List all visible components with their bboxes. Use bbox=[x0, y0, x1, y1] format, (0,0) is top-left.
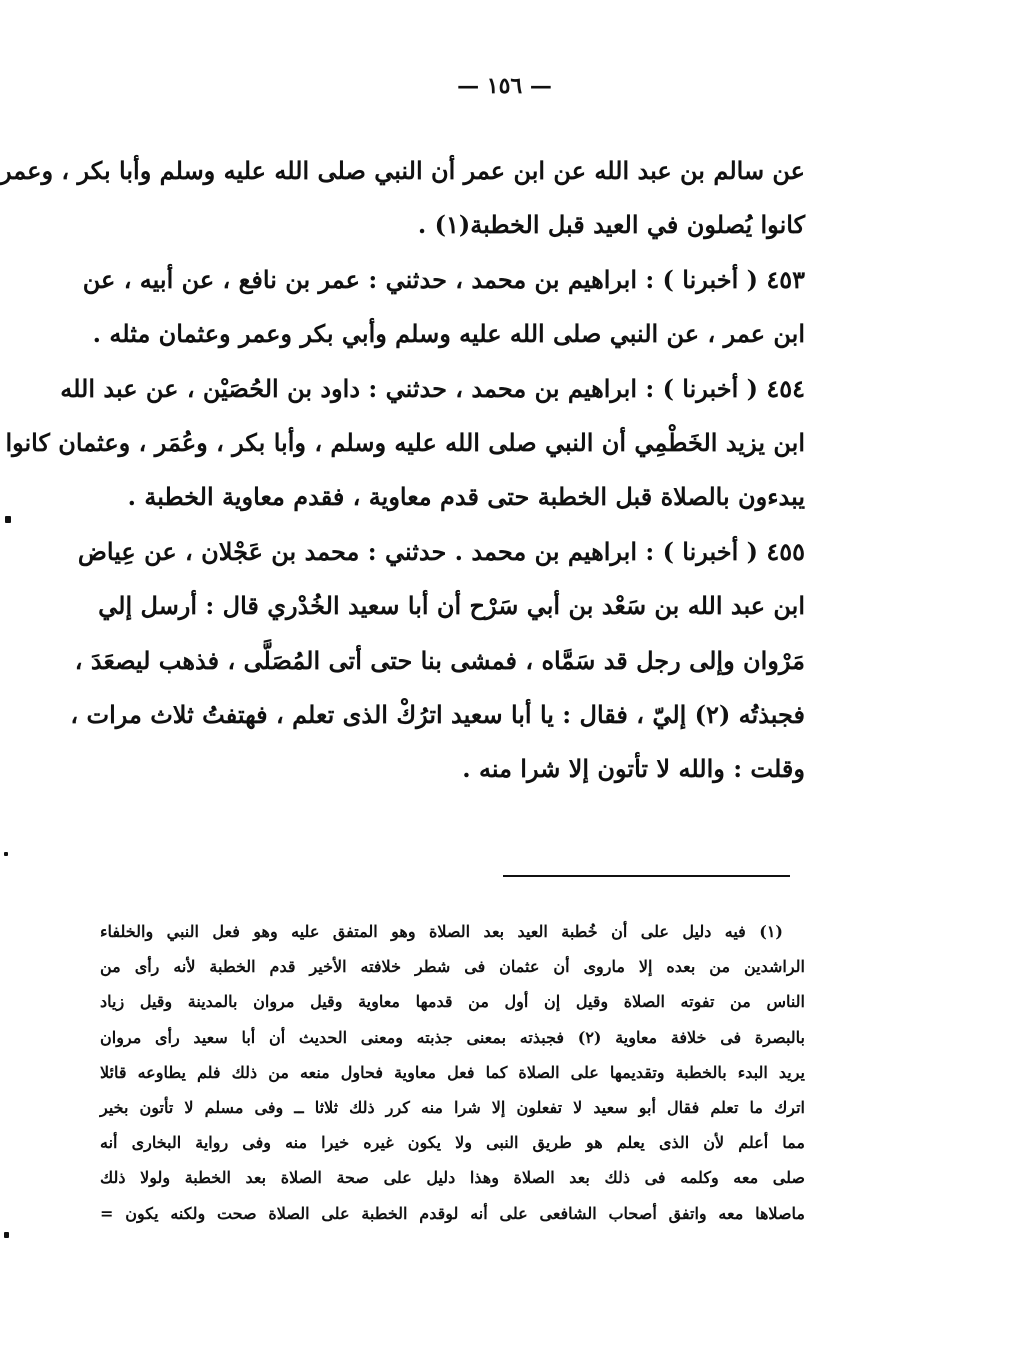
footnote-line: ماصلاها معه واتفق أصحاب الشافعى على أنه لوقدم الخطبة على الصلاة صحت ولكنه يكون = bbox=[100, 1203, 805, 1223]
text-line: مَرْوان وإلى رجل قد سَمَّاه ، فمشى بنا حتى أتى المُصَلَّى ، فذهب ليصعَدَ ، bbox=[74, 645, 805, 675]
scan-speck bbox=[5, 516, 11, 523]
footnote-line: (١) فيه دليل على أن خُطبة العيد بعد الصلاة وهو المتفق عليه وهو فعل النبي والخلفاء bbox=[100, 922, 783, 941]
text-line: ابن عبد الله بن سَعْد بن أبي سَرْح أن أبا سعيد الخُدْري قال : أرسل إلي bbox=[98, 591, 805, 621]
text-line: ابن يزيد الخَطْمِي أن النبي صلى الله عليه وسلم ، وأبا بكر ، وعُمَر ، وعثمان كانوا bbox=[5, 427, 805, 457]
text-line: وقلت : والله لا تأتون إلا شرا منه . bbox=[462, 754, 805, 784]
footnote-line: الراشدين من بعده إلا ماروى أن عثمان فى شطر خلافته الأخير قدم الخطبة لأنه رأى من bbox=[100, 957, 805, 977]
hadith-453-line: ٤٥٣ ( أخبرنا ) : ابراهيم بن محمد ، حدثني : عمر بن نافع ، عن أبيه ، عن bbox=[82, 264, 805, 294]
main-text bbox=[0, 144, 805, 797]
footnote-line: يريد البدء بالخطبة وتقديمها على الصلاة كما فعل معاوية فحاول منعه من ذلك فلم يطاوعه قائلا bbox=[100, 1062, 805, 1082]
footnote-line: بالبصرة فى خلافة معاوية (٢) فجبذته بمعنى جذبته ومعنى الحديث أن أبا سعيد رأى مروان bbox=[100, 1027, 806, 1047]
text-line: كانوا يُصلون في العيد قبل الخطبة(١) . bbox=[417, 210, 805, 240]
text-line: فجبذتُه (٢) إليّ ، فقال : يا أبا سعيد اترُكْ الذى تعلم ، فهتفتُ ثلاث مرات ، bbox=[70, 699, 805, 729]
footnotes bbox=[100, 914, 805, 1231]
scan-speck bbox=[4, 852, 8, 856]
text-line: يبدءون بالصلاة قبل الخطبة حتى قدم معاوية ، فقدم معاوية الخطبة . bbox=[127, 482, 805, 512]
footnote-line: مما أعلم لأن الذى يعلم هو طريق النبى ولا يكون غيره خيرا منه وفى رواية البخارى أنه bbox=[100, 1133, 805, 1153]
footnote-separator bbox=[503, 875, 790, 877]
footnote-line: الناس من تفوته الصلاة وقيل إن أول من قدمها معاوية وقيل مروان بالمدينة وقيل زياد bbox=[100, 992, 805, 1012]
hadith-455-line: ٤٥٥ ( أخبرنا ) : ابراهيم بن محمد . حدثني : محمد بن عَجْلان ، عن عِياض bbox=[77, 536, 805, 566]
footnote-line: صلى معه وكلمه فى ذلك بعد الصلاة وهذا دليل على صحة الصلاة بعد الخطبة ولولا ذلك bbox=[100, 1168, 805, 1188]
footnote-line: اترك ما تعلم فقال أبو سعيد لا تفعلون إلا شرا منه كرر ذلك ثلاثا ــ وفى مسلم لا تأتون بخير bbox=[100, 1097, 805, 1117]
page-number: — ١٥٦ — bbox=[457, 73, 552, 99]
hadith-454-line: ٤٥٤ ( أخبرنا ) : ابراهيم بن محمد ، حدثني : داود بن الحُصَيْن ، عن عبد الله bbox=[60, 373, 805, 403]
scan-speck bbox=[4, 1232, 9, 1238]
text-line: ابن عمر ، عن النبي صلى الله عليه وسلم وأبي بكر وعمر وعثمان مثله . bbox=[92, 319, 805, 349]
text-line: عن سالم بن عبد الله عن ابن عمر أن النبي صلى الله عليه وسلم وأبا بكر ، وعمر bbox=[0, 156, 805, 185]
